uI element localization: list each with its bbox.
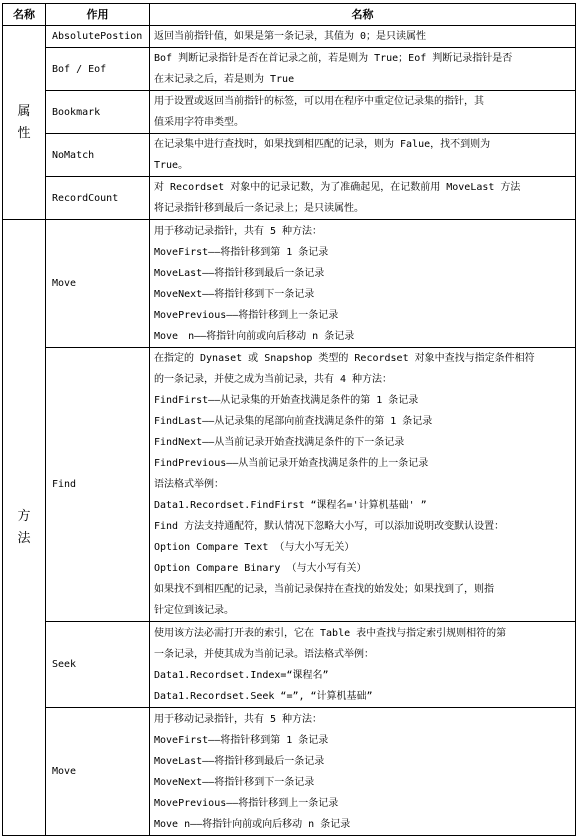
member-name: AbsolutePostion	[46, 26, 150, 48]
member-name: Move	[46, 708, 150, 836]
member-name: Bof / Eof	[46, 48, 150, 91]
description-line: 用于移动记录指针，共有 5 种方法：	[154, 225, 323, 237]
description-line: 对 Recordset 对象中的记录记数，为了准确起见，在记数前用 MoveLast 方法	[154, 182, 521, 193]
table-row	[3, 26, 576, 48]
description-line: 用于设置或返回当前指针的标签，可以用在程序中重定位记录集的指针，其	[154, 96, 484, 107]
description-line: 一条记录，并使其成为当前记录。语法格式举例：	[154, 648, 374, 660]
description-line: 如果找不到相匹配的记录，当前记录保持在查找的始发处；如果找到了，则指	[154, 584, 494, 595]
description-line: Find 方法支持通配符，默认情况下忽略大小写，可以添加说明改变默认设置：	[154, 521, 505, 532]
description-line: 用于移动记录指针，共有 5 种方法：	[154, 713, 323, 725]
description-line: MoveLast——将指针移到最后一条记录	[154, 755, 325, 767]
member-description	[150, 134, 576, 177]
description-line: FindNext——从当前记录开始查找满足条件的下一条记录	[154, 437, 405, 448]
group-properties	[3, 26, 46, 220]
member-description	[150, 220, 576, 348]
description-line: Move n——将指针向前或向后移动 n 条记录	[154, 818, 351, 830]
member-description	[150, 26, 576, 48]
description-line: FindPrevious——从当前记录开始查找满足条件的上一条记录	[154, 458, 429, 469]
description-line: MovePrevious——将指针移到上一条记录	[154, 309, 339, 321]
table-row	[3, 348, 576, 622]
description-line: MovePrevious——将指针移到上一条记录	[154, 797, 339, 809]
description-line: 值采用字符串类型。	[154, 117, 244, 128]
description-line: FindLast——从记录集的尾部向前查找满足条件的第 1 条记录	[154, 416, 433, 427]
member-description	[150, 708, 576, 836]
group-label: 方 法	[17, 508, 31, 546]
group-methods	[3, 220, 46, 836]
table-row	[3, 91, 576, 134]
description-line: True。	[154, 160, 189, 171]
table-row	[3, 134, 576, 177]
recordset-reference-table	[2, 3, 576, 836]
member-name: Find	[46, 348, 150, 622]
description-line: MoveLast——将指针移到最后一条记录	[154, 267, 325, 279]
description-line: FindFirst——从记录集的开始查找满足条件的第 1 条记录	[154, 395, 419, 406]
header-description: 名称	[150, 4, 576, 26]
member-description	[150, 91, 576, 134]
description-line: 使用该方法必需打开表的索引，它在 Table 表中查找与指定索引规则相符的第	[154, 627, 507, 639]
description-line: 返回当前指针值，如果是第一条记录，其值为 0；是只读属性	[154, 31, 427, 42]
member-name: NoMatch	[46, 134, 150, 177]
description-line: 在指定的 Dynaset 或 Snapshop 类型的 Recordset 对象中查找与指定条件相符	[154, 353, 535, 364]
table-row	[3, 177, 576, 220]
description-line: 在末记录之后，若是则为 True	[154, 74, 295, 85]
member-name: RecordCount	[46, 177, 150, 220]
member-name: Seek	[46, 622, 150, 708]
description-line: MoveNext——将指针移到下一条记录	[154, 288, 315, 300]
header-group-name: 名称	[3, 4, 46, 26]
member-name: Bookmark	[46, 91, 150, 134]
member-name: Move	[46, 220, 150, 348]
description-line: Data1.Recordset.Index=“课程名”	[154, 669, 329, 681]
description-line: MoveNext——将指针移到下一条记录	[154, 776, 315, 788]
member-description	[150, 177, 576, 220]
description-line: MoveFirst——将指针移到第 1 条记录	[154, 734, 329, 746]
member-description	[150, 48, 576, 91]
description-line: Option Compare Binary （与大小写有关）	[154, 563, 367, 574]
description-line: Option Compare Text （与大小写无关）	[154, 542, 355, 553]
header-row	[3, 4, 576, 26]
member-description	[150, 622, 576, 708]
header-function: 作用	[46, 4, 150, 26]
group-label: 属 性	[17, 103, 31, 141]
member-description	[150, 348, 576, 622]
description-line: Bof 判断记录指针是否在首记录之前，若是则为 True；Eof 判断记录指针是否	[154, 53, 513, 64]
description-line: Data1.Recordset.Seek “=”, “计算机基础”	[154, 690, 373, 702]
table-row	[3, 708, 576, 836]
table-row	[3, 48, 576, 91]
description-line: 针定位到该记录。	[154, 605, 234, 616]
description-line: MoveFirst——将指针移到第 1 条记录	[154, 246, 329, 258]
description-line: 语法格式举例：	[154, 479, 224, 490]
table-body	[3, 26, 576, 836]
description-line: Data1.Recordset.FindFirst “课程名='计算机基础' ”	[154, 500, 427, 511]
description-line: 的一条记录，并使之成为当前记录，共有 4 种方法：	[154, 374, 393, 385]
description-line: 在记录集中进行查找时，如果找到相匹配的记录，则为 Falue，找不到则为	[154, 139, 491, 150]
table-row	[3, 622, 576, 708]
description-line: 将记录指针移到最后一条记录上；是只读属性。	[154, 203, 364, 214]
table-row	[3, 220, 576, 348]
description-line: Move n——将指针向前或向后移动 n 条记录	[154, 330, 355, 342]
